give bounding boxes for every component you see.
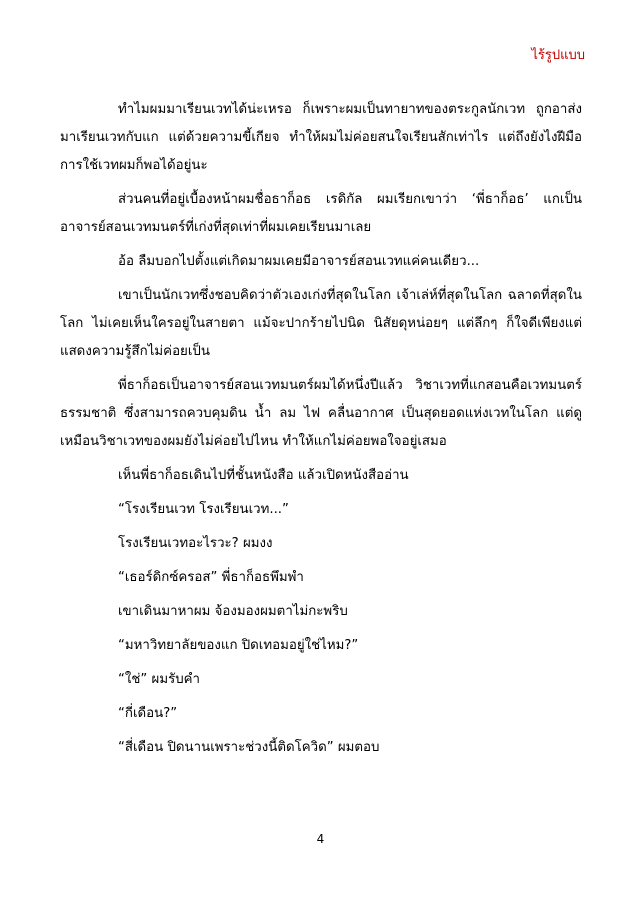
dialogue-line: เห็นพี่ธาก็อธเดินไปที่ชั้นหนังสือ แล้วเปิดหนังสืออ่าน <box>118 468 409 483</box>
body-paragraph: เขาเป็นนักเวทซึ่งชอบคิดว่าตัวเองเก่งที่สุดในโลก เจ้าเล่ห์ที่สุดในโลก ฉลาดที่สุดในโลก ไม่เคยเห็นใครอยู่ในสายตา แม้จะปากร้ายไปนิด นิสัยดุหน่อยๆ แต่ลึกๆ ก็ใจดีเพียงแต่แสดงความรู้สึกไม่ค่อยเป็น <box>60 288 582 359</box>
dialogue-line: เขาเดินมาหาผม จ้องมองผมตาไม่กะพริบ <box>118 604 348 619</box>
page-body <box>60 96 582 768</box>
dialogue-line: “สี่เดือน ปิดนานเพราะช่วงนี้ติดโควิด” ผมตอบ <box>118 740 380 755</box>
dialogue-line: โรงเรียนเวทอะไรวะ? ผมงง <box>118 536 273 551</box>
dialogue-line: “โรงเรียนเวท โรงเรียนเวท...” <box>118 502 289 517</box>
dialogue-line: “ใช่” ผมรับคำ <box>118 672 201 687</box>
dialogue-line: “เธอร์ดิกซ์ครอส” พี่ธาก็อธพึมพำ <box>118 570 304 585</box>
running-header: ไร้รูปแบบ <box>531 48 585 63</box>
body-paragraph: ทำไมผมมาเรียนเวทได้น่ะเหรอ ก็เพราะผมเป็นทายาทของตระกูลนักเวท ถูกอาส่งมาเรียนเวทกับแก แต่ด้วยความขี้เกียจ ทำให้ผมไม่ค่อยสนใจเรียนสักเท่าไร แต่ถึงยังไงฝีมือการใช้เวทผมก็พอได้อยู่นะ <box>60 102 582 173</box>
body-paragraph: พี่ธาก็อธเป็นอาจารย์สอนเวทมนตร์ผมได้หนึ่งปีแล้ว วิชาเวทที่แกสอนคือเวทมนตร์ธรรมชาติ ซึ่งสามารถควบคุมดิน น้ำ ลม ไฟ คลื่นอากาศ เป็นสุดยอดแห่งเวทในโลก แต่ดูเหมือนวิชาเวทของผมยังไม่ค่อยไปไหน ทำให้แกไม่ค่อยพอใจอยู่เสมอ <box>60 378 582 449</box>
body-paragraph: ส่วนคนที่อยู่เบื้องหน้าผมชื่อธาก็อธ เรดิกัล ผมเรียกเขาว่า ‘พี่ธาก็อธ’ แกเป็นอาจารย์สอนเวทมนตร์ที่เก่งที่สุดเท่าที่ผมเคยเรียนมาเลย <box>60 192 582 235</box>
dialogue-line: “กี่เดือน?” <box>118 706 178 721</box>
page-number: 4 <box>316 832 325 846</box>
body-paragraph: อ้อ ลืมบอกไปตั้งแต่เกิดมาผมเคยมีอาจารย์สอนเวทแค่คนเดียว... <box>118 254 480 269</box>
dialogue-line: “มหาวิทยาลัยของแก ปิดเทอมอยู่ใช่ไหม?” <box>118 638 359 653</box>
